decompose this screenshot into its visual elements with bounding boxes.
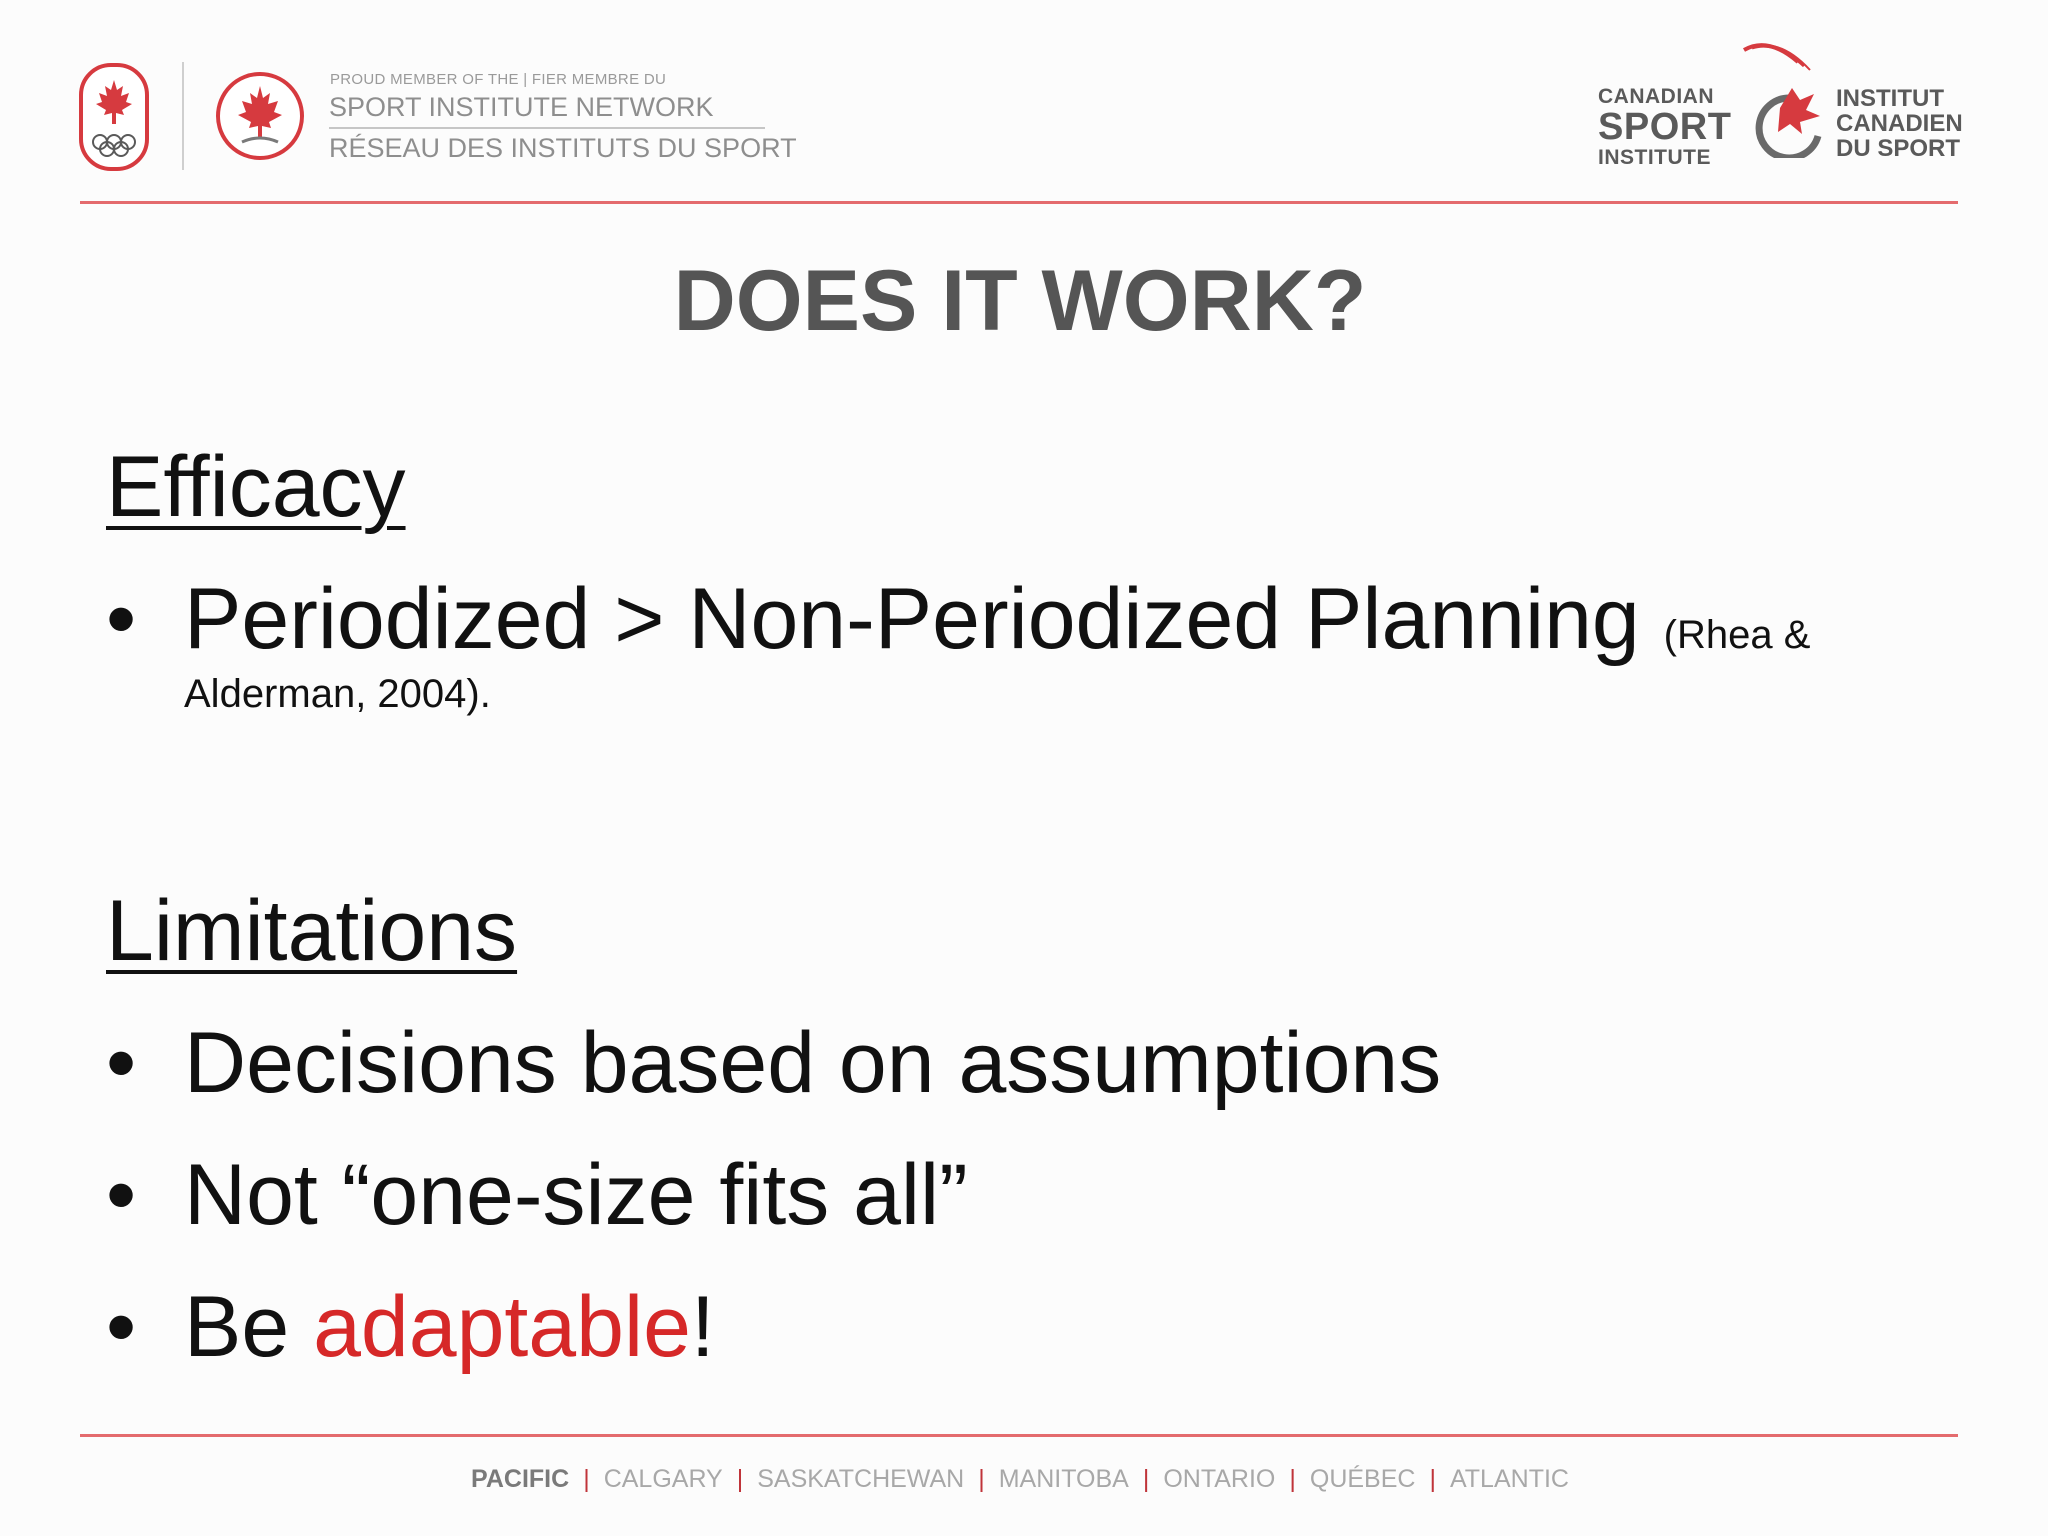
bullet-symbol: • <box>106 571 137 667</box>
bullet-suffix: ! <box>690 1279 715 1375</box>
csi-name-en <box>1598 86 1731 168</box>
limitations-bullet <box>106 1014 1441 1113</box>
csi-name-fr <box>1836 86 1963 162</box>
region-saskatchewan: SASKATCHEWAN <box>757 1465 965 1493</box>
network-rule <box>329 127 765 129</box>
network-membership-text: PROUD MEMBER OF THE | FIER MEMBRE DU <box>330 71 667 88</box>
region-separator: | <box>736 1465 744 1493</box>
olympic-committee-logo <box>78 62 150 172</box>
efficacy-bullet-text: Periodized > Non-Periodized Planning <box>184 571 1640 667</box>
region-separator: | <box>1429 1465 1436 1493</box>
csi-en-line2: SPORT <box>1598 106 1732 148</box>
paralympic-committee-logo <box>214 70 306 162</box>
header-rule <box>80 201 1958 204</box>
region-separator: | <box>978 1465 985 1493</box>
bullet-symbol: • <box>106 1279 137 1375</box>
region-quebec: QUÉBEC <box>1309 1465 1416 1493</box>
limitations-bullet-text: Not “one-size fits all” <box>184 1147 968 1243</box>
bullet-prefix: Be <box>184 1279 314 1375</box>
network-name-fr: RÉSEAU DES INSTITUTS DU SPORT <box>329 133 797 163</box>
slide-title: DOES IT WORK? <box>673 253 1367 349</box>
limitations-heading: Limitations <box>106 883 518 979</box>
efficacy-heading: Efficacy <box>106 439 406 535</box>
footer-regions <box>0 1465 2040 1494</box>
csi-fr-line3: DU SPORT <box>1836 135 1961 163</box>
bullet-symbol: • <box>106 1147 137 1243</box>
limitations-bullet-text: Decisions based on assumptions <box>184 1015 1442 1111</box>
region-ontario: ONTARIO <box>1163 1465 1276 1493</box>
network-name-en: SPORT INSTITUTE NETWORK <box>329 92 714 122</box>
limitations-bullet <box>106 1146 968 1245</box>
header-divider <box>182 62 184 170</box>
highlighted-word: adaptable <box>313 1279 691 1375</box>
region-separator: | <box>1142 1465 1150 1493</box>
csi-en-line3: INSTITUTE <box>1598 146 1711 169</box>
efficacy-citation-start: (Rhea & <box>1663 613 1811 657</box>
efficacy-citation-end: Alderman, 2004). <box>184 672 491 716</box>
region-calgary: CALGARY <box>603 1465 723 1493</box>
region-separator: | <box>583 1465 590 1493</box>
csi-fr-line2: CANADIEN <box>1836 110 1963 138</box>
efficacy-bullet <box>106 570 1810 669</box>
region-pacific: PACIFIC <box>471 1465 570 1493</box>
region-atlantic: ATLANTIC <box>1449 1465 1569 1493</box>
csi-en-line1: CANADIAN <box>1598 85 1714 108</box>
bullet-symbol: • <box>106 1015 137 1111</box>
region-manitoba: MANITOBA <box>998 1465 1129 1493</box>
sport-institute-swoosh-icon <box>1730 38 1835 158</box>
region-separator: | <box>1289 1465 1296 1493</box>
csi-fr-line1: INSTITUT <box>1836 85 1944 112</box>
footer-rule <box>80 1434 1958 1437</box>
limitations-bullet <box>106 1278 715 1377</box>
